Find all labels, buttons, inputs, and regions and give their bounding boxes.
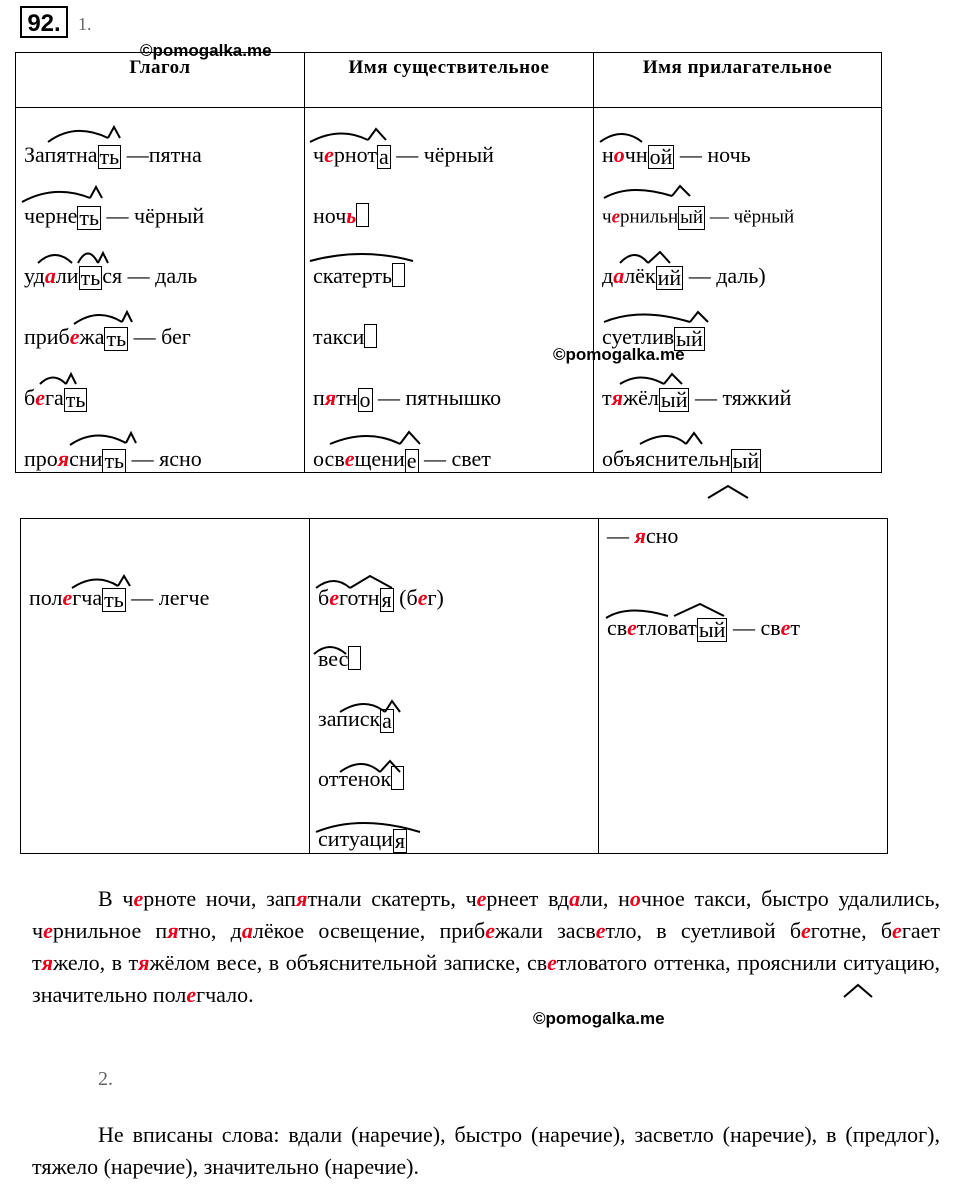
morpheme-marks-1 — [0, 0, 960, 520]
missing-words-paragraph: Не вписаны слова: вдали (наречие), быстро (наречие), засветло (наречие), в (предлог), тяжело (наречие), значительно (наречие). — [32, 1122, 940, 1179]
adj-word-4: суетливый — [602, 324, 703, 351]
verb-word-3: удалиться — даль — [24, 263, 198, 290]
watermark-3: ©pomogalka.me — [533, 1009, 665, 1028]
noun2-word-4: оттенок — [318, 766, 404, 792]
noun-word-6: освещение — свет — [313, 446, 491, 473]
verb-word-1: Запятнать —пятна — [24, 142, 202, 169]
part-1-label: 1. — [78, 14, 92, 34]
adj-word-2: чернильн ый — чёрный — [602, 206, 795, 228]
adj-word-1: ночной — ночь — [602, 142, 751, 169]
adj-word-5: тяжёлый — тяжкий — [602, 385, 792, 412]
adj2-top: — ясно — [607, 523, 679, 548]
verb-word-2: чернеть — чёрный — [24, 203, 205, 230]
noun-word-4: такси — [313, 324, 377, 350]
noun-word-3: скатерть — [313, 263, 405, 289]
verb-word-4: прибежать — бег — [24, 324, 191, 351]
exercise-number: 92. — [20, 6, 68, 38]
adj-word-6: объяснительный — [602, 446, 760, 473]
watermark-2: ©pomogalka.me — [553, 345, 685, 364]
noun2-word-5: ситуация — [318, 826, 406, 853]
adj2-word-1: светловатый — свет — [607, 615, 800, 642]
noun-word-5: пятно — пятнышко — [313, 385, 502, 412]
noun-word-1: чернота — чёрный — [313, 142, 494, 169]
header-noun: Имя существительное — [305, 53, 594, 108]
morpheme-marks-2 — [0, 520, 960, 860]
correction-mark — [840, 975, 880, 1005]
noun2-word-2: вес — [318, 646, 361, 672]
noun2-word-3: записка — [318, 706, 392, 733]
adj-word-3: далёкий — даль) — [602, 263, 766, 290]
noun2-word-1: беготня (бег) — [318, 585, 444, 612]
verb-word-6: прояснить — ясно — [24, 446, 202, 473]
watermark-1: ©pomogalka.me — [140, 41, 272, 60]
noun-word-2: ночь — [313, 203, 369, 229]
sentence-paragraph: В черноте ночи, запятнали скатерть, чернеет вдали, ночное такси, быстро удалились, чернильное пятно, далёкое освещение, прибежали засветло, в суетливой беготне, бегает тяжело, в тяжёлом весе, в объяснительной записке, светловатого оттенка, прояснили ситуацию, значительно полегчало. — [32, 886, 941, 1007]
verb2-word-1: полегчать — легче — [29, 585, 210, 612]
header-adjective: Имя прилагательное — [594, 53, 882, 108]
part-2-label: 2. — [98, 1068, 113, 1090]
header-verb: Глагол — [16, 53, 305, 108]
verb-word-5: бегать — [24, 385, 86, 412]
